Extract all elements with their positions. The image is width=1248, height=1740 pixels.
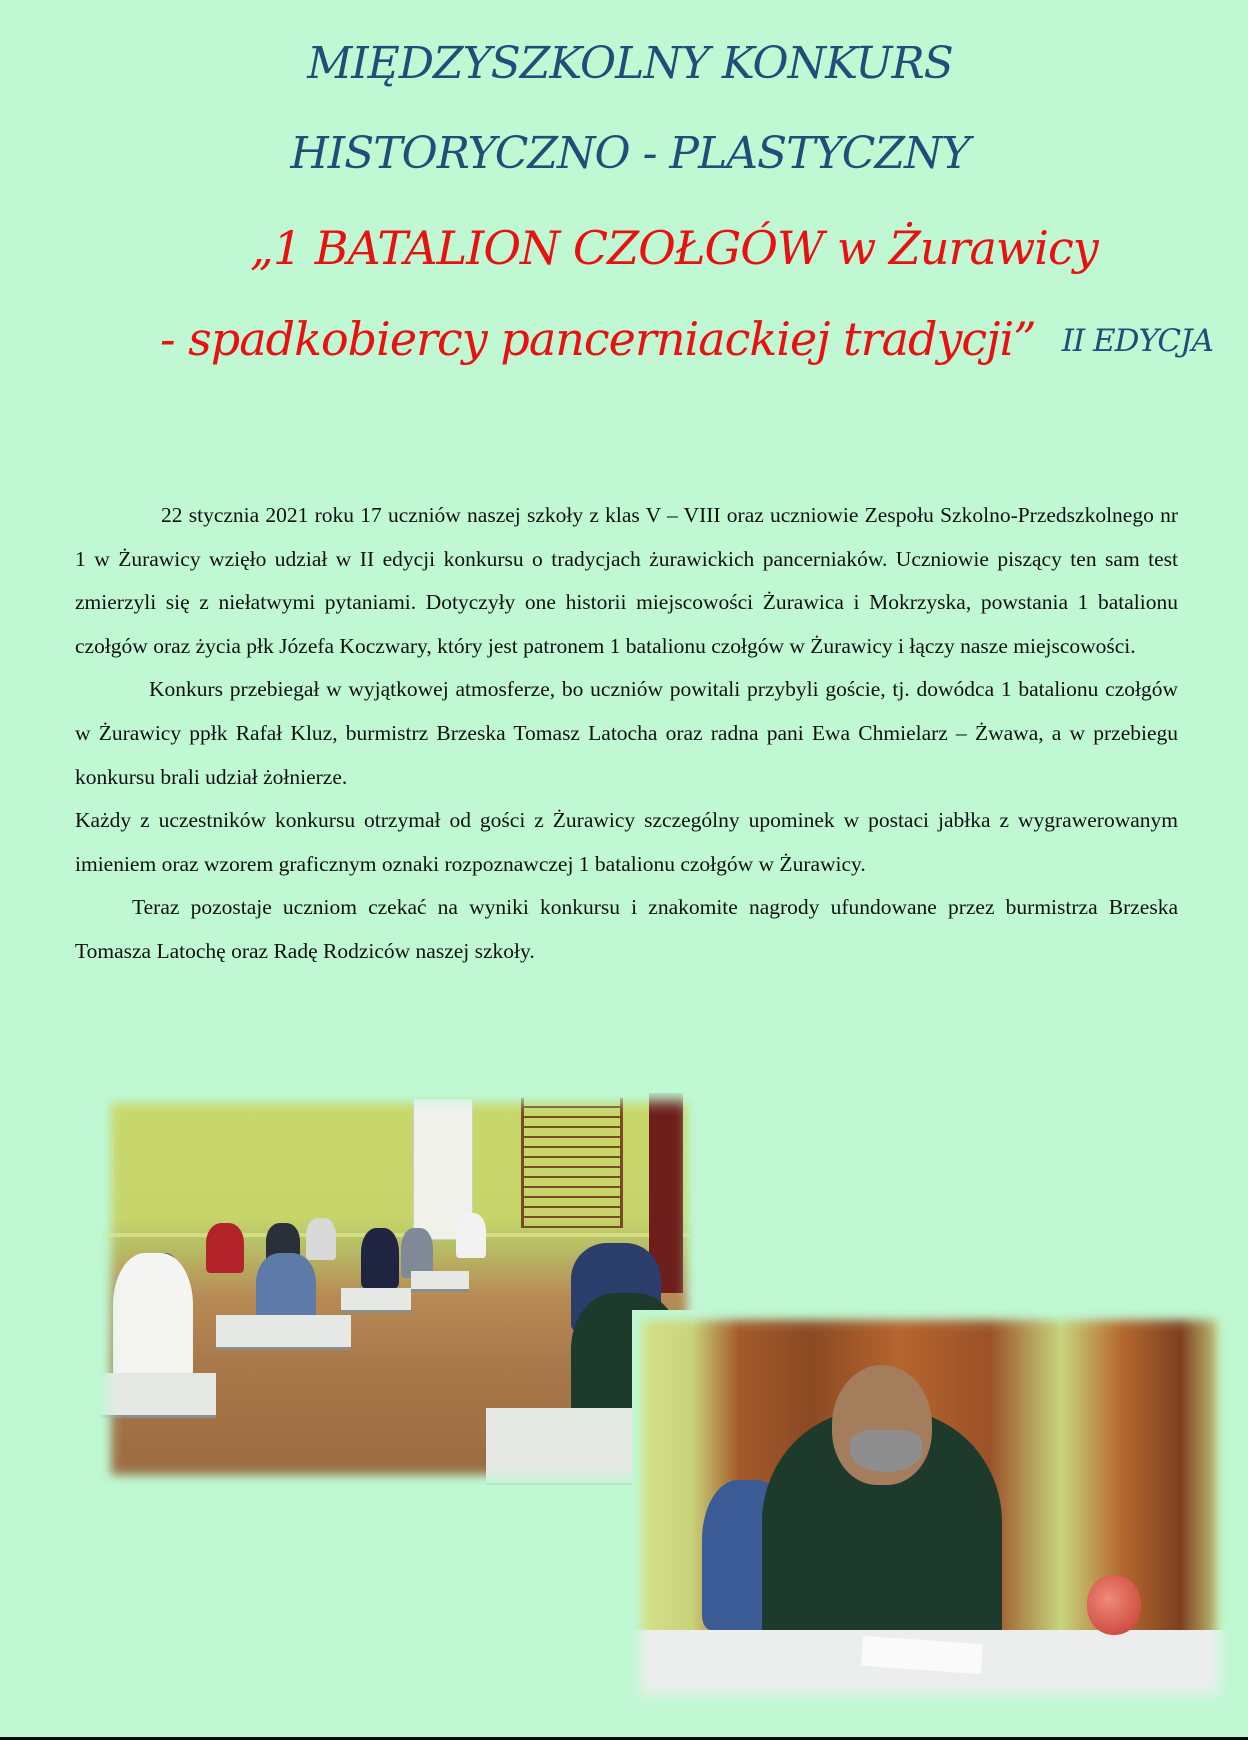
desk xyxy=(216,1315,351,1350)
subtitle-line-2: - spadkobiercy pancerniackiej tradycji” xyxy=(160,312,1036,366)
student xyxy=(306,1218,336,1260)
subtitle-line-1: „1 BATALION CZOŁGÓW w Żurawicy xyxy=(250,221,1098,275)
title-line-1: MIĘDZYSZKOLNY KONKURS xyxy=(307,38,953,89)
paragraph-4: Teraz pozostaje uczniom czekać na wyniki konkursu i znakomite nagrody ufundowane przez burmistrza Brzeska Tomasza Latochę oraz Radę Rodziców naszej szkoły. xyxy=(75,895,1178,963)
student xyxy=(206,1223,244,1273)
subtitle-line-2-row xyxy=(160,312,1213,366)
student xyxy=(456,1213,486,1258)
wall-stripe xyxy=(101,1233,697,1237)
student xyxy=(361,1228,399,1288)
title-line-2: HISTORYCZNO - PLASTYCZNY xyxy=(290,128,970,179)
paragraph-3: Każdy z uczestników konkursu otrzymał od gości z Żurawicy szczególny upominek w postaci jabłka z wygrawerowanym imieniem oraz wzorem graficznym oznaki rozpoznawczej 1 batalionu czołgów w Żurawicy. xyxy=(75,808,1178,876)
photo-classroom-test xyxy=(101,1093,697,1485)
photo-student-with-apple xyxy=(632,1310,1228,1703)
edition-label: II EDYCJA xyxy=(1061,323,1213,359)
paragraph-1: 22 stycznia 2021 roku 17 uczniów naszej szkoły z klas V – VIII oraz uczniowie Zespołu Szkolno-Przedszkolnego nr 1 w Żurawicy wzięło udział w II edycji konkursu o tradycjach żurawickich pancerniaków. Uczniowie piszący ten sam test zmierzyli się z niełatwymi pytaniami. Dotyczyły one historii miejscowości Żurawica i Mokrzyska, powstania 1 batalionu czołgów oraz życia płk Józefa Koczwary, który jest patronem 1 batalionu czołgów w Żurawicy i łączy nasze miejscowości. xyxy=(75,503,1178,658)
apple-gift xyxy=(1087,1575,1141,1635)
wall-bars xyxy=(521,1098,623,1228)
article-body xyxy=(75,494,1178,974)
desk xyxy=(411,1271,469,1292)
face-mask xyxy=(850,1430,922,1472)
desk xyxy=(101,1373,216,1418)
student xyxy=(113,1253,193,1383)
desk xyxy=(341,1288,411,1313)
paragraph-2: Konkurs przebiegał w wyjątkowej atmosferze, bo uczniów powitali przybyli goście, tj. dowódca 1 batalionu czołgów w Żurawicy ppłk Rafał Kluz, burmistrz Brzeska Tomasz Latocha oraz radna pani Ewa Chmielarz – Żwawa, a w przebiegu konkursu brali udział żołnierze. xyxy=(75,677,1178,789)
